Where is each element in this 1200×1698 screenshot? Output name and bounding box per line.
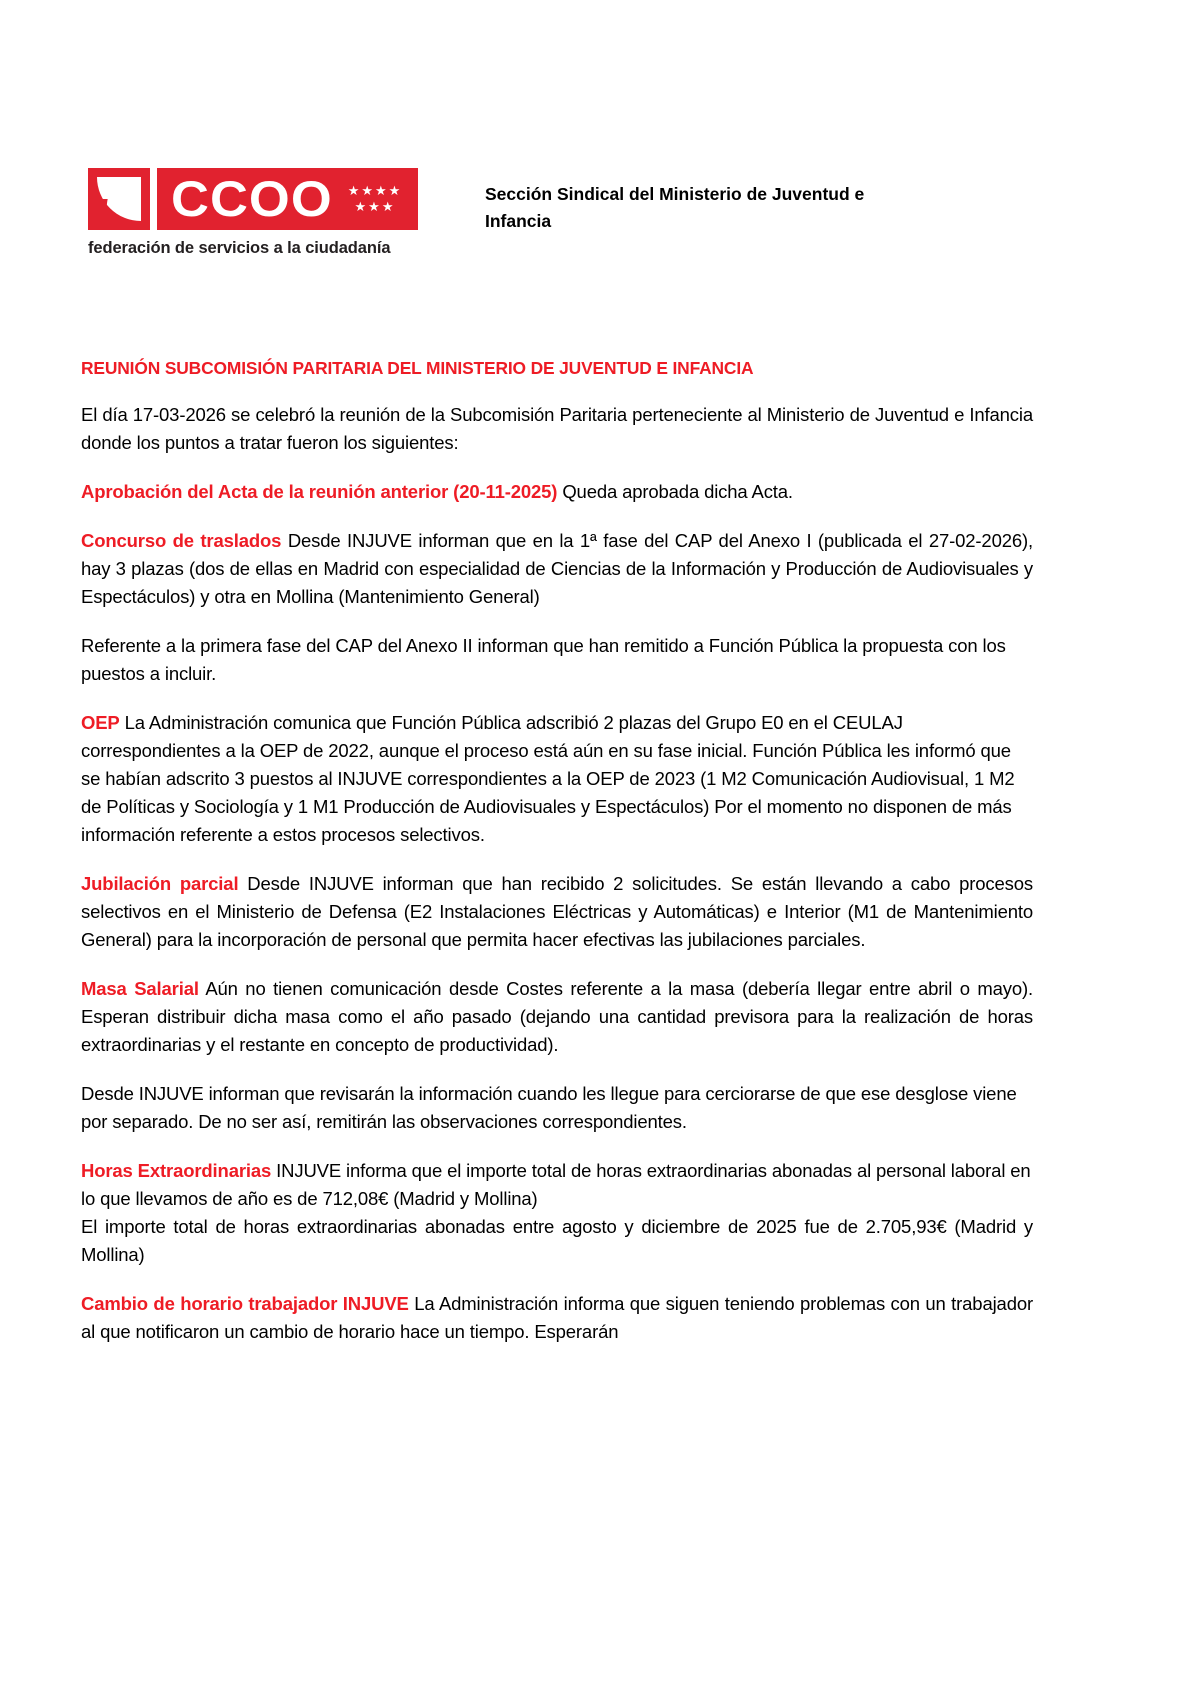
paragraph-oep-text: La Administración comunica que Función Pública adscribió 2 plazas del Grupo E0 en el CEULAJ correspondientes a la OEP de 2022, aunque el proceso está aún en su fase inicial. Función Pública les informó que se habían adscrito 3 puestos al INJUVE correspondientes a la OEP de 2023 (1 M2 Comunicación Audiovisual, 1 M2 de Políticas y Sociología y 1 M1 Producción de Audiovisuales y Espectáculos) Por el momento no disponen de más información referente a estos procesos selectivos. [81, 712, 1015, 845]
page-title: REUNIÓN SUBCOMISIÓN PARITARIA DEL MINISTERIO DE JUVENTUD E INFANCIA [81, 358, 754, 378]
paragraph-horas-extraordinarias-2025-text: El importe total de horas extraordinarias abonadas entre agosto y diciembre de 2025 fue de 2.705,93€ (Madrid y Mollina) [81, 1216, 1033, 1265]
paragraph-intro-text: El día 17-03-2026 se celebró la reunión de la Subcomisión Paritaria perteneciente al Ministerio de Juventud e Infancia donde los puntos a tratar fueron los siguientes: [81, 404, 1033, 453]
section-lead-concurso-traslados: Concurso de traslados [81, 530, 282, 551]
paragraph-cambio-horario-text: La Administración informa que siguen teniendo problemas con un trabajador al que notificaron un cambio de horario hace un tiempo. Esperarán [81, 1293, 1033, 1342]
section-lead-horas-extraordinarias: Horas Extraordinarias [81, 1160, 272, 1181]
organization-title: Sección Sindical del Ministerio de Juventud e Infancia [485, 184, 865, 231]
paragraph-horas-extraordinarias-2025 [81, 1213, 1033, 1269]
section-lead-cambio-horario: Cambio de horario trabajador INJUVE [81, 1293, 409, 1314]
paragraph-concurso-traslados-text: Desde INJUVE informan que en la 1ª fase del CAP del Anexo I (publicada el 27-02-2026), hay 3 plazas (dos de ellas en Madrid con especialidad de Ciencias de la Información y Producción de Audiovisuales y Espectáculos) y otra en Mollina (Mantenimiento General) [81, 530, 1033, 607]
paragraph-intro [81, 401, 1033, 457]
logo-stars-row-2: ★★★ [354, 199, 396, 214]
section-lead-aprobacion-acta: Aprobación del Acta de la reunión anterior (20-11-2025) [81, 481, 558, 502]
paragraph-horas-extraordinarias [81, 1157, 1033, 1213]
section-lead-oep: OEP [81, 712, 120, 733]
paragraph-jubilacion-parcial [81, 870, 1033, 954]
paragraph-aprobacion-acta-text: Queda aprobada dicha Acta. [562, 481, 793, 502]
logo-stars-row-1: ★★★★ [347, 183, 403, 198]
paragraph-cambio-horario [81, 1290, 1033, 1346]
logo-tagline: federación de servicios a la ciudadanía [88, 239, 391, 257]
logo-marks [88, 168, 418, 230]
ccoo-swoosh-icon [88, 168, 150, 230]
ccoo-logo [88, 168, 418, 258]
logo-wordmark-panel [157, 168, 418, 230]
logo-wordmark-text: CCOO [171, 171, 333, 227]
paragraph-horas-extraordinarias-text: INJUVE informa que el importe total de horas extraordinarias abonadas al personal laboral en lo que llevamos de año es de 712,08€ (Madrid y Mollina) [81, 1160, 1031, 1209]
paragraph-aprobacion-acta [81, 478, 1033, 506]
paragraph-masa-salarial [81, 975, 1033, 1059]
paragraph-desglose-text: Desde INJUVE informan que revisarán la información cuando les llegue para cerciorarse de que ese desglose viene por separado. De no ser así, remitirán las observaciones correspondientes. [81, 1083, 1017, 1132]
document-body [81, 357, 1033, 1367]
paragraph-jubilacion-parcial-text: Desde INJUVE informan que han recibido 2 solicitudes. Se están llevando a cabo procesos selectivos en el Ministerio de Defensa (E2 Instalaciones Eléctricas y Automáticas) e Interior (M1 de Mantenimiento General) para la incorporación de personal que permita hacer efectivas las jubilaciones parciales. [81, 873, 1034, 950]
paragraph-anexo-ii-text: Referente a la primera fase del CAP del Anexo II informan que han remitido a Función Pública la propuesta con los puestos a incluir. [81, 635, 1006, 684]
paragraph-masa-salarial-text: Aún no tienen comunicación desde Costes referente a la masa (debería llegar entre abril o mayo). Esperan distribuir dicha masa como el año pasado (dejando una cantidad previsora para la realización de horas extraordinarias y el restante en concepto de productividad). [81, 978, 1033, 1055]
paragraph-desglose [81, 1080, 1033, 1136]
paragraph-anexo-ii [81, 632, 1033, 688]
document-header [0, 168, 1200, 298]
paragraph-concurso-traslados [81, 527, 1033, 611]
section-lead-jubilacion-parcial: Jubilación parcial [81, 873, 239, 894]
logo-stars-icon [344, 183, 406, 215]
paragraph-oep [81, 709, 1033, 849]
section-lead-masa-salarial: Masa Salarial [81, 978, 199, 999]
